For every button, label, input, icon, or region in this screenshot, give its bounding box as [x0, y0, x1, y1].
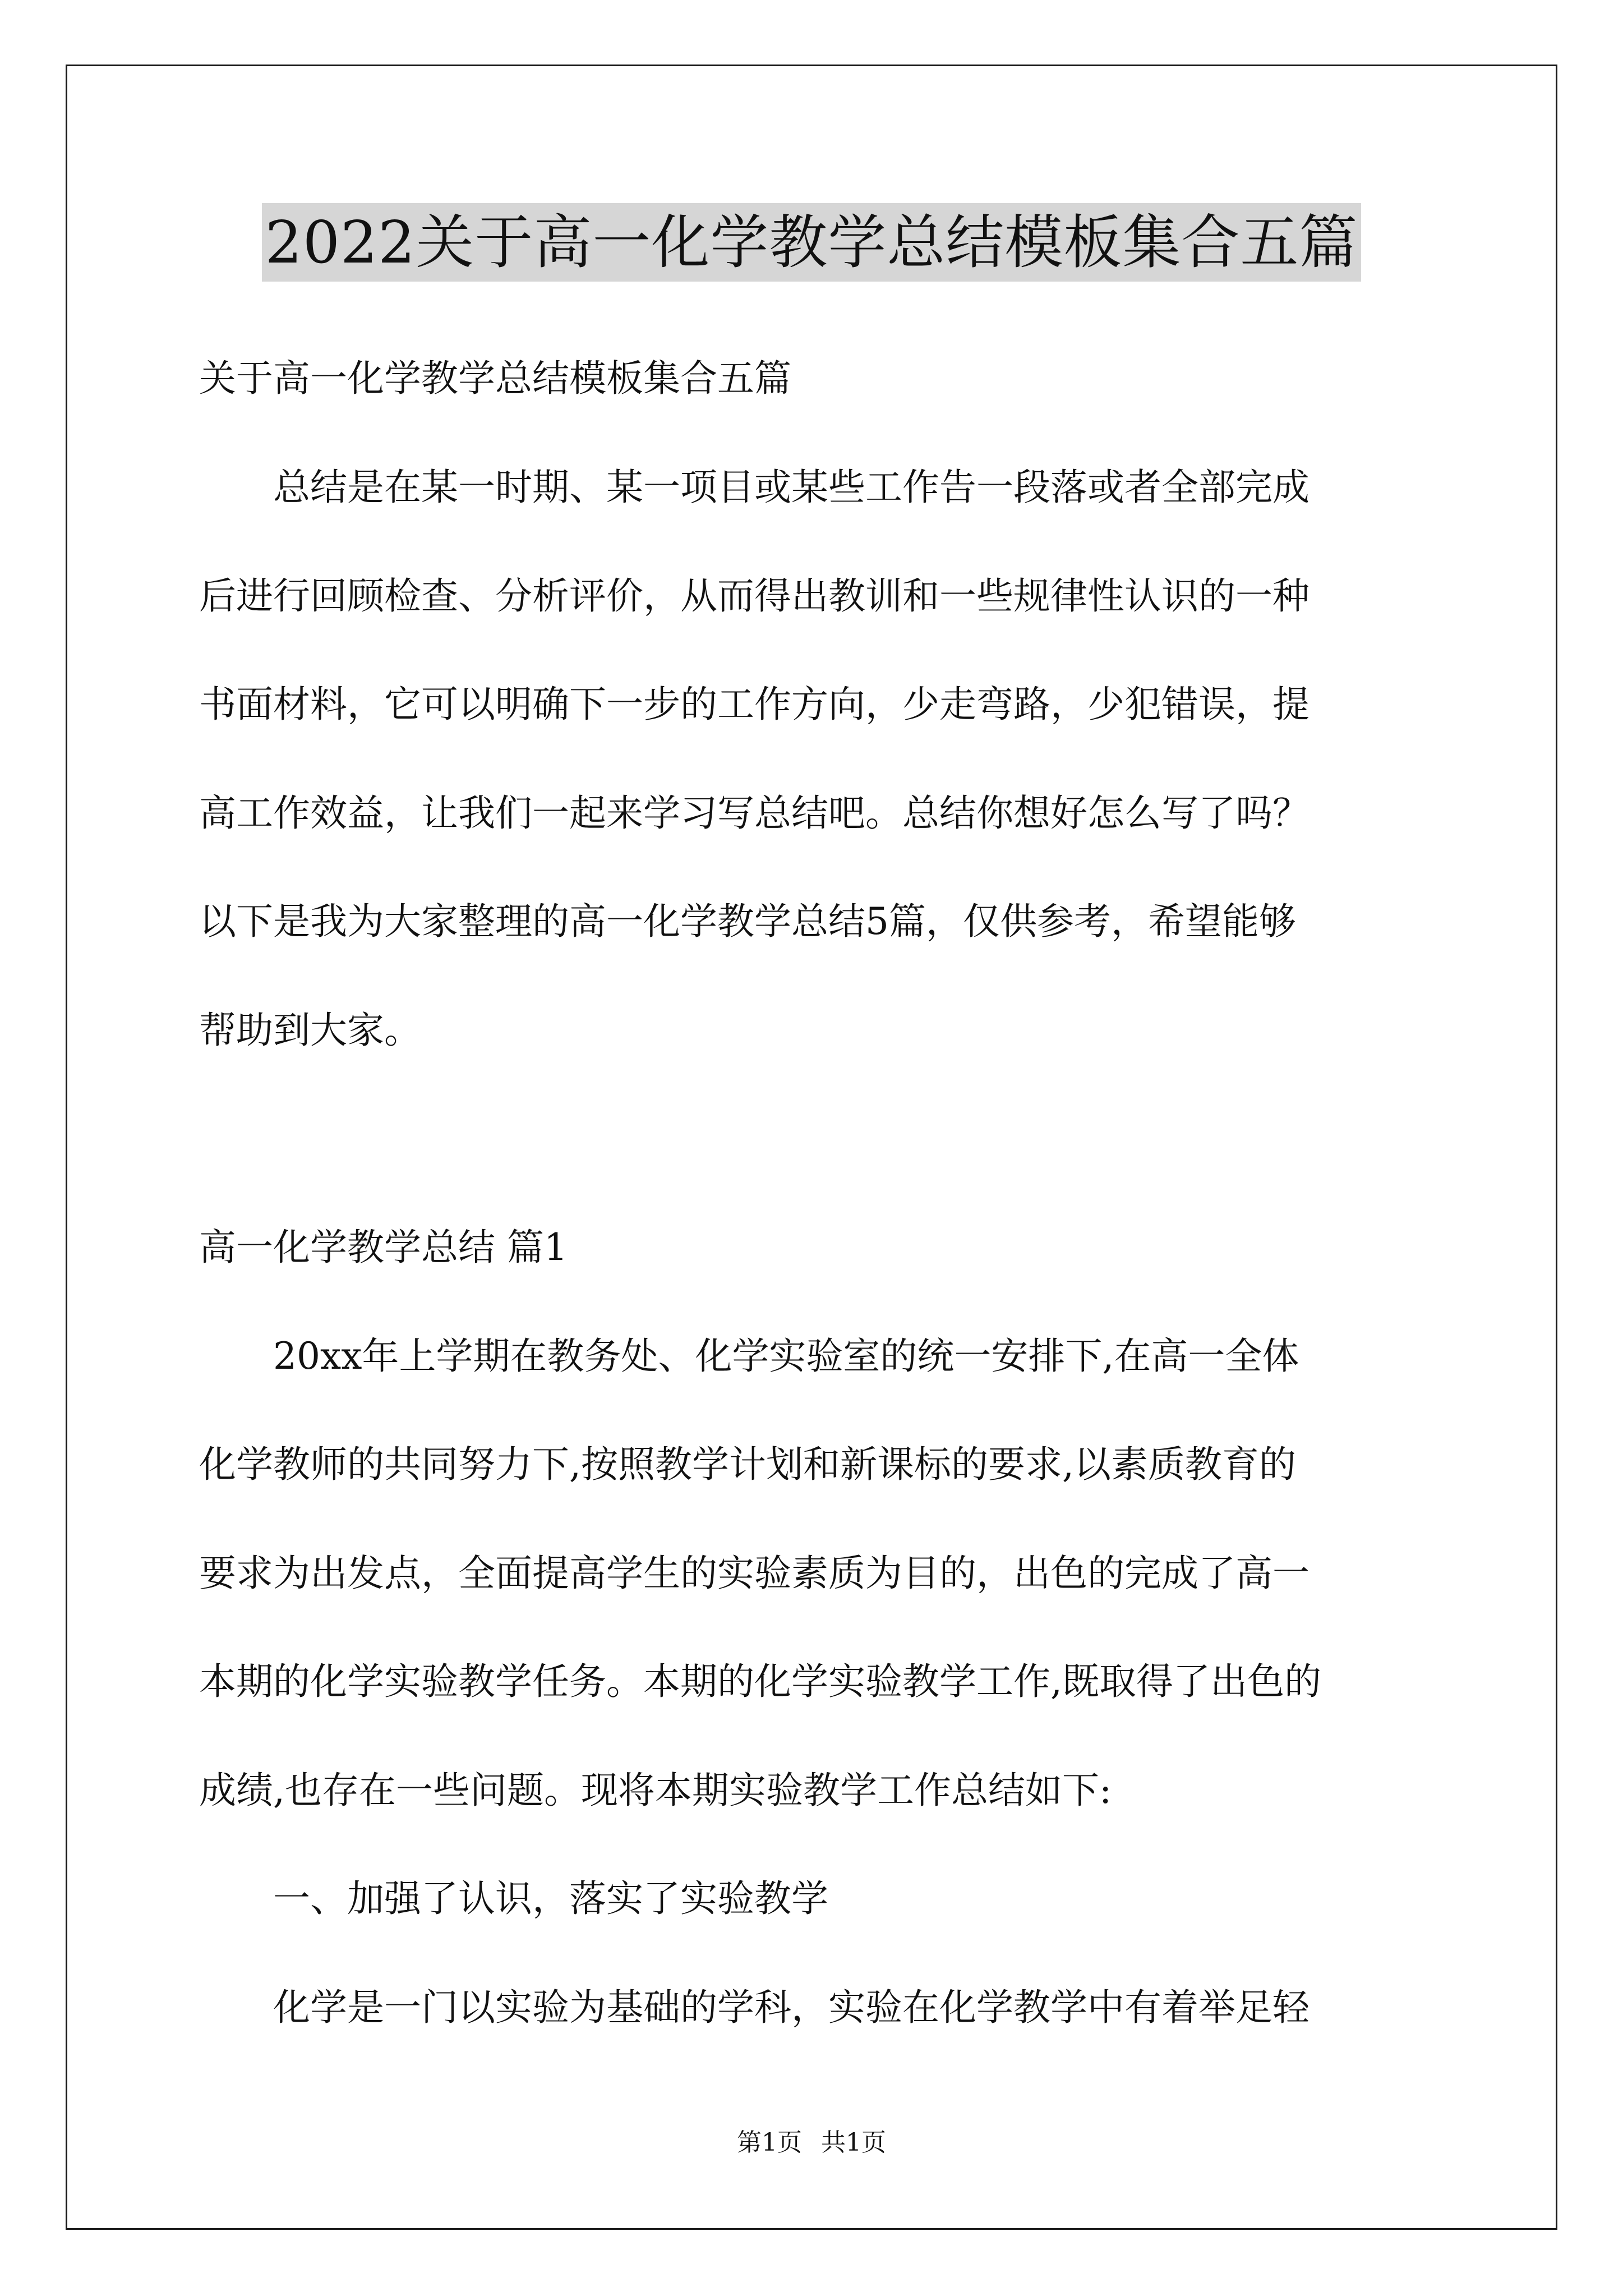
paragraph-line: 20xx年上学期在教务处、化学实验室的统一安排下,在高一全体	[199, 1335, 1299, 1378]
paragraph-line: 以下是我为大家整理的高一化学教学总结5篇，仅供参考，希望能够	[199, 900, 1296, 943]
paragraph-line: 书面材料，它可以明确下一步的工作方向，少走弯路，少犯错误，提	[199, 683, 1310, 726]
paragraph-line: 高工作效益，让我们一起来学习写总结吧。总结你想好怎么写了吗？	[199, 792, 1310, 835]
section-heading: 高一化学教学总结 篇1	[199, 1226, 568, 1269]
paragraph-line: 化学是一门以实验为基础的学科，实验在化学教学中有着举足轻	[199, 1986, 1310, 2029]
page-footer	[0, 2126, 1623, 2160]
paragraph-line: 要求为出发点，全面提高学生的实验素质为目的，出色的完成了高一	[199, 1552, 1310, 1595]
paragraph-line: 成绩,也存在一些问题。现将本期实验教学工作总结如下:	[199, 1769, 1112, 1812]
subtitle-line: 关于高一化学教学总结模板集合五篇	[199, 357, 791, 400]
paragraph-line: 后进行回顾检查、分析评价，从而得出教训和一些规律性认识的一种	[199, 574, 1310, 618]
title-block	[0, 203, 1623, 282]
subsection-heading: 一、加强了认识，落实了实验教学	[199, 1877, 828, 1920]
paragraph-line: 总结是在某一时期、某一项目或某些工作告一段落或者全部完成	[199, 466, 1310, 509]
page-total: 共1页	[821, 2128, 886, 2157]
paragraph-line: 化学教师的共同努力下,按照教学计划和新课标的要求,以素质教育的	[199, 1443, 1296, 1486]
document-title: 2022关于高一化学教学总结模板集合五篇	[262, 203, 1362, 282]
page-number: 第1页	[737, 2128, 802, 2157]
paragraph-line: 帮助到大家。	[199, 1009, 421, 1052]
paragraph-line: 本期的化学实验教学任务。本期的化学实验教学工作,既取得了出色的	[199, 1660, 1321, 1703]
